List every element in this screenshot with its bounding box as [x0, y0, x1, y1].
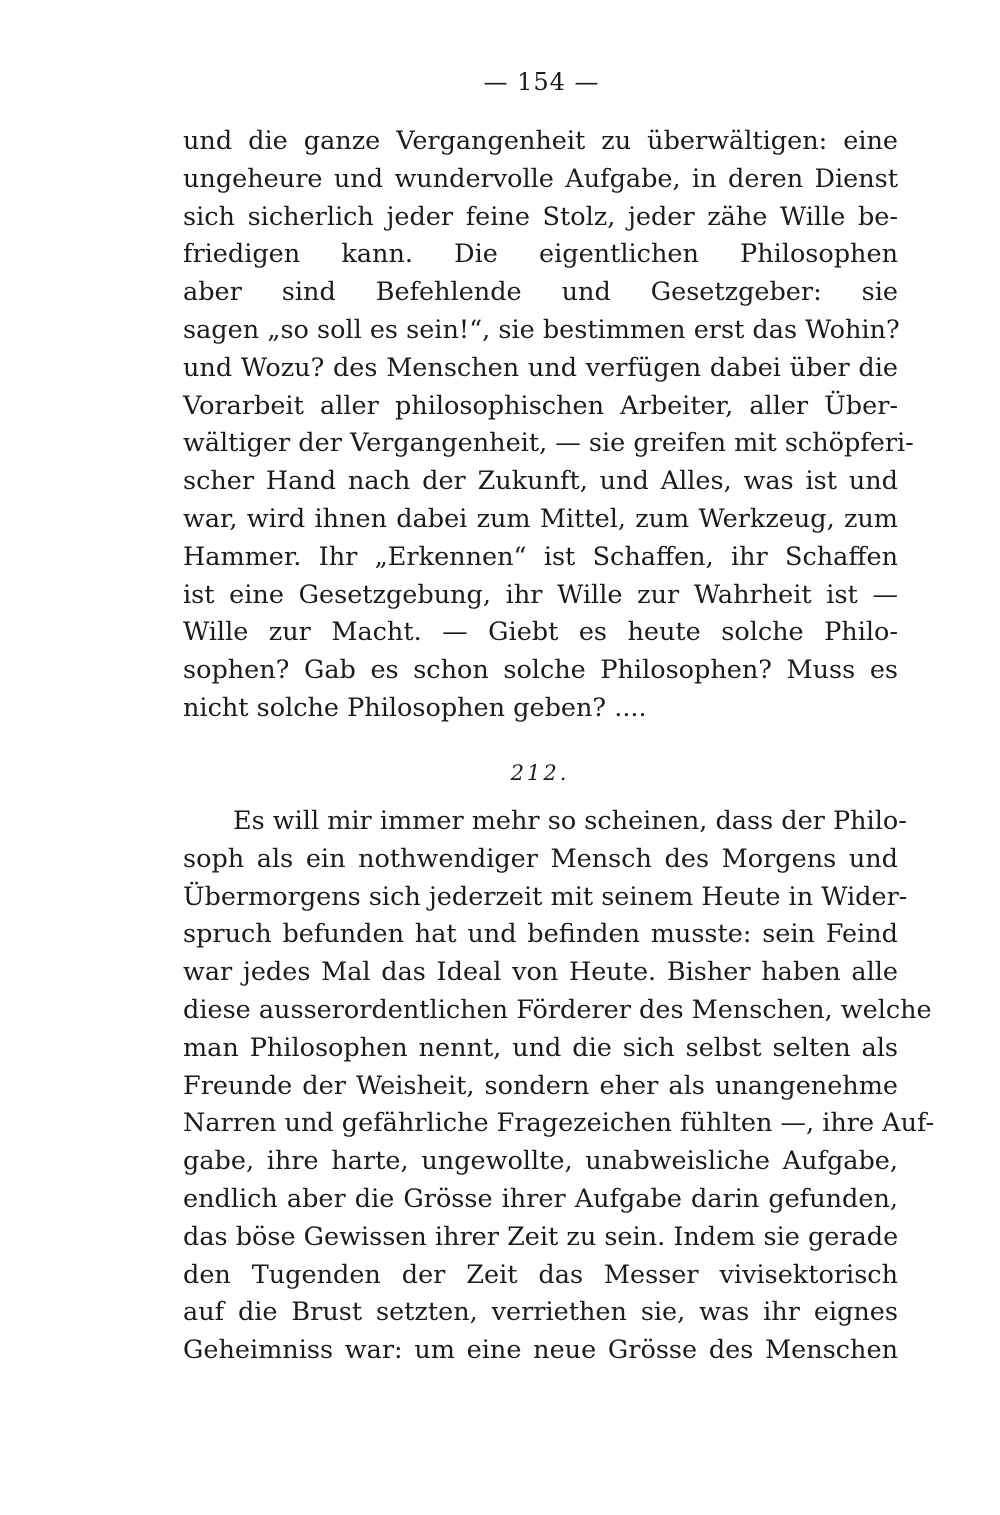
page-number: — 154 — — [483, 68, 600, 96]
text-line: soph als ein nothwendiger Mensch des Morgens und — [183, 843, 898, 874]
text-line: und die ganze Vergangenheit zu überwältigen: eine — [183, 126, 898, 156]
text-line: aber sind Befehlende und Gesetzgeber: sie — [183, 277, 898, 308]
text-line: sagen „so soll es sein!“, sie bestimmen erst das Wohin? — [183, 314, 900, 345]
text-line: war jedes Mal das Ideal von Heute. Bisher haben alle — [183, 957, 898, 988]
paragraph-212 — [183, 803, 935, 1370]
text-line: sophen? Gab es schon solche Philosophen? Muss es — [183, 655, 898, 686]
text-line: man Philosophen nennt, und die sich selbst selten als — [183, 1032, 898, 1063]
text-line: Hammer. Ihr „Erkennen“ ist Schaffen, ihr Schaffen — [183, 541, 898, 572]
text-line: Es will mir immer mehr so scheinen, dass der Philo- — [233, 806, 907, 836]
text-line: Vorarbeit aller philosophischen Arbeiter, aller Über- — [183, 390, 898, 421]
text-line: endlich aber die Grösse ihrer Aufgabe darin gefunden, — [183, 1183, 898, 1214]
text-line: spruch befunden hat und befinden musste: sein Feind — [183, 919, 898, 950]
text-line: scher Hand nach der Zukunft, und Alles, was ist und — [183, 466, 898, 497]
paragraph-continuation — [183, 123, 914, 728]
text-line: auf die Brust setzten, verriethen sie, was ihr eignes — [183, 1297, 898, 1328]
text-line: war, wird ihnen dabei zum Mittel, zum Werkzeug, zum — [183, 503, 898, 534]
text-line: ungeheure und wundervolle Aufgabe, in deren Dienst — [183, 163, 898, 194]
section-number: 212. — [510, 761, 570, 785]
text-line: Wille zur Macht. — Giebt es heute solche Philo- — [183, 617, 898, 648]
text-line: das böse Gewissen ihrer Zeit zu sein. Indem sie gerade — [183, 1221, 899, 1252]
text-line: Freunde der Weisheit, sondern eher als unangenehme — [183, 1070, 898, 1101]
text-line: Geheimniss war: um eine neue Grösse des Menschen — [183, 1335, 898, 1366]
text-line: friedigen kann. Die eigentlichen Philosophen — [183, 239, 898, 270]
text-line: den Tugenden der Zeit das Messer vivisektorisch — [183, 1259, 898, 1290]
text-line: Übermorgens sich jederzeit mit seinem Heute in Wider- — [183, 881, 908, 912]
text-line: diese ausserordentlichen Förderer des Menschen, welche — [183, 994, 932, 1025]
text-line: ist eine Gesetzgebung, ihr Wille zur Wahrheit ist — — [183, 579, 898, 610]
text-line: und Wozu? des Menschen und verfügen dabei über die — [183, 352, 898, 383]
text-line: nicht solche Philosophen geben? .... — [183, 692, 647, 723]
text-line: wältiger der Vergangenheit, — sie greifen mit schöpferi- — [183, 428, 914, 459]
text-line: sich sicherlich jeder feine Stolz, jeder zähe Wille be- — [183, 201, 898, 232]
text-line: gabe, ihre harte, ungewollte, unabweisliche Aufgabe, — [183, 1146, 898, 1177]
text-line: Narren und gefährliche Fragezeichen fühlten —, ihre Auf- — [183, 1108, 935, 1139]
